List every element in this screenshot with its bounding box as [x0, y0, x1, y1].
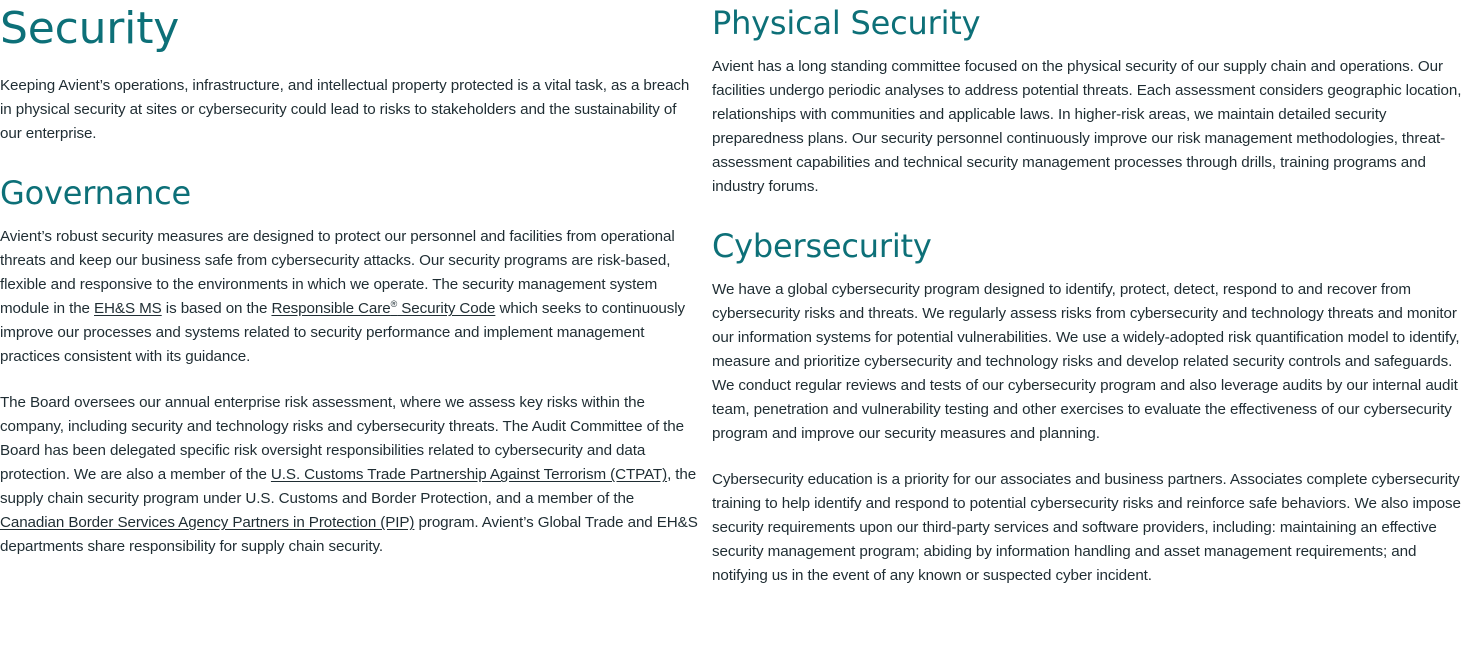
link-rc-pre: Responsible Care	[271, 300, 391, 318]
link-ctpat[interactable]: U.S. Customs Trade Partnership Against Terrorism (CTPAT)	[270, 466, 668, 484]
left-column	[0, 0, 712, 649]
right-column	[712, 0, 1468, 649]
physical-security-paragraph: Avient has a long standing committee focused on the physical security of our supply chain and operations. Our facilities undergo periodic analyses to address potential threats. Each assessment considers geographic location, relationships with communities and applicable laws. In higher-risk areas, we maintain detailed security preparedness plans. Our security personnel continuously improve our risk management methodologies, threat-assessment capabilities and technical security management processes through drills, training programs and industry forums.	[712, 58, 1462, 196]
intro-paragraph: Keeping Avient’s operations, infrastructure, and intellectual property protected is a vital task, as a breach in physical security at sites or cybersecurity could lead to risks to stakeholders and the sustainability of our enterprise.	[0, 77, 690, 143]
registered-mark: ®	[390, 299, 398, 310]
governance-p1-text-c: which seeks to continuously improve our processes and systems related to security performance and implement management practices consistent with its guidance.	[0, 300, 686, 366]
governance-heading: Governance	[0, 174, 192, 213]
governance-paragraph-2	[0, 391, 702, 559]
governance-paragraph-1	[0, 225, 702, 369]
link-responsible-care-security-code[interactable]	[271, 300, 495, 317]
link-ehs-ms[interactable]: EH&S MS	[94, 300, 162, 318]
governance-p1-text-a: Avient’s robust security measures are designed to protect our personnel and facilities from operational threats and keep our business safe from cybersecurity attacks. Our security programs are risk-based, flexible and responsive to the environments in which we operate. The security management system module in the	[0, 228, 675, 318]
link-cbsa-pip[interactable]: Canadian Border Services Agency Partners in Protection (PIP)	[0, 514, 415, 532]
cybersecurity-heading: Cybersecurity	[712, 227, 932, 266]
governance-p2-text-a: The Board oversees our annual enterprise risk assessment, where we assess key risks within the company, including security and technology risks and cybersecurity threats. The Audit Committee of the Board has been delegated specific risk oversight responsibilities related to cybersecurity and data protection. We are also a member of the	[0, 394, 684, 484]
link-rc-post: Security Code	[397, 300, 496, 318]
governance-p2-text-c: program. Avient’s Global Trade and EH&S departments share responsibility for supply chain security.	[0, 514, 698, 556]
page-title: Security	[0, 3, 180, 54]
cybersecurity-paragraph-2: Cybersecurity education is a priority for our associates and business partners. Associates complete cybersecurity training to help identify and respond to potential cybersecurity risks and reinforce safe behaviors. We also impose security requirements upon our third-party services and software providers, including: maintaining an effective security management program; abiding by information handling and asset management requirements; and notifying us in the event of any known or suspected cyber incident.	[712, 471, 1461, 585]
governance-p1-text-b: is based on the	[161, 300, 272, 318]
cybersecurity-paragraph-1: We have a global cybersecurity program designed to identify, protect, detect, respond to and recover from cybersecurity risks and threats. We regularly assess risks from cybersecurity and technology threats and monitor our information systems for potential vulnerabilities. We use a widely-adopted risk quantification model to identify, measure and prioritize cybersecurity and technology risks and develop related security controls and safeguards. We conduct regular reviews and tests of our cybersecurity program and also leverage audits by our internal audit team, penetration and vulnerability testing and other exercises to evaluate the effectiveness of our cybersecurity program and improve our security measures and planning.	[712, 281, 1460, 443]
governance-p2-text-b: , the supply chain security program under U.S. Customs and Border Protection, and a member of the	[0, 466, 697, 508]
physical-security-heading: Physical Security	[712, 4, 981, 42]
